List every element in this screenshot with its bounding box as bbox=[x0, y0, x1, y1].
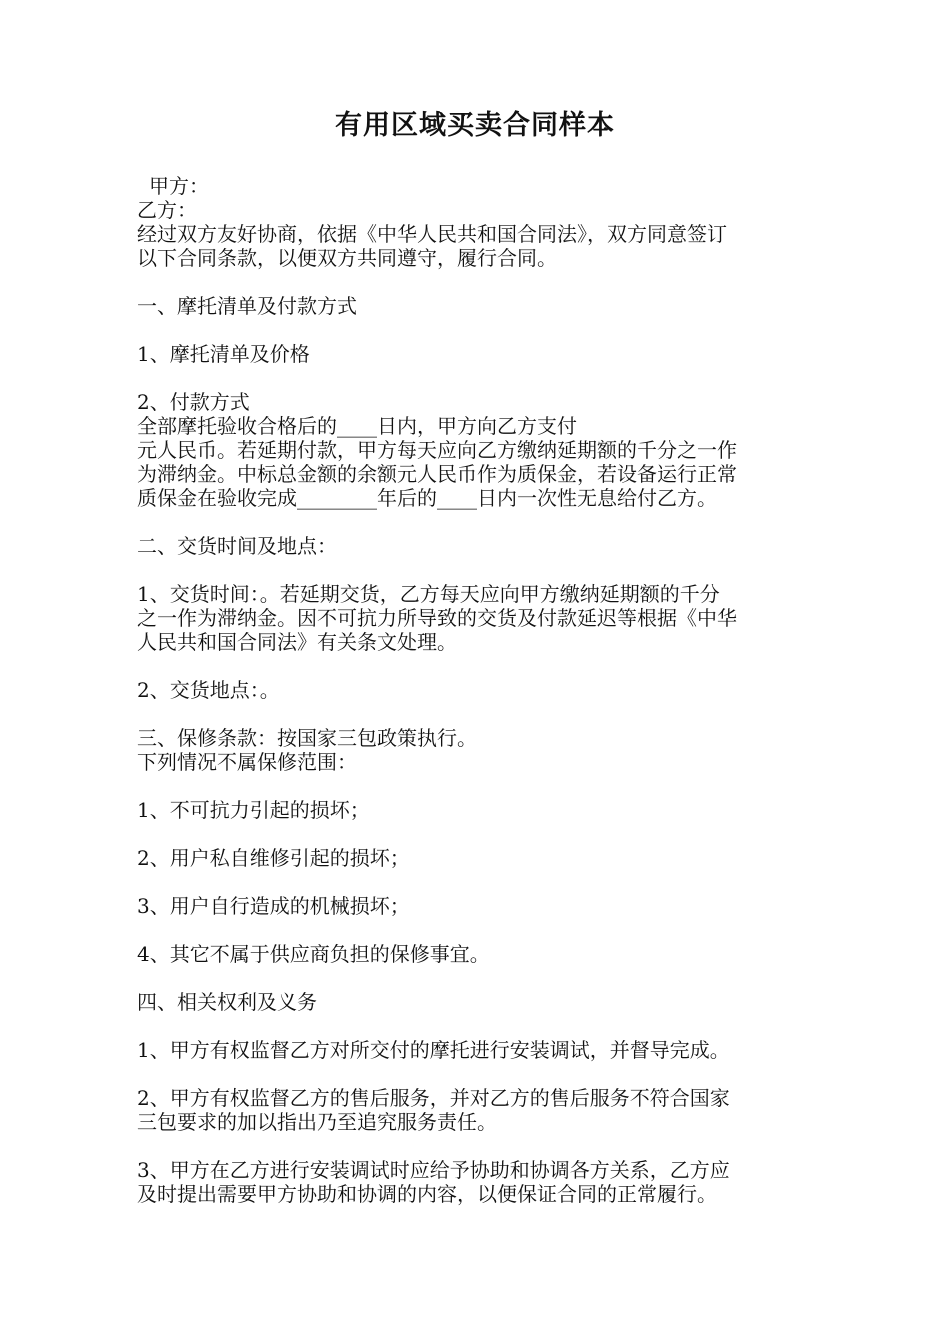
right-item-line: 及时提出需要甲方协助和协调的内容，以便保证合同的正常履行。 bbox=[137, 1182, 717, 1206]
right-item-line: 3、甲方在乙方进行安装调试时应给予协助和协调各方关系，乙方应 bbox=[137, 1158, 730, 1182]
delivery-place: 2、交货地点：。 bbox=[137, 678, 280, 702]
right-item: 1、甲方有权监督乙方对所交付的摩托进行安装调试，并督导完成。 bbox=[137, 1038, 730, 1062]
section-subheading: 下列情况不属保修范围： bbox=[137, 750, 357, 774]
intro-line: 以下合同条款，以便双方共同遵守，履行合同。 bbox=[137, 246, 557, 270]
party-b-label: 乙方： bbox=[137, 198, 197, 222]
party-a-label: 甲方： bbox=[149, 174, 209, 198]
exclusion-item: 4、其它不属于供应商负担的保修事宜。 bbox=[137, 942, 490, 966]
document-title: 有用区域买卖合同样本 bbox=[335, 110, 615, 141]
section-heading: 一、摩托清单及付款方式 bbox=[137, 294, 357, 318]
section-heading: 三、保修条款：按国家三包政策执行。 bbox=[137, 726, 477, 750]
delivery-time-line: 之一作为滞纳金。因不可抗力所导致的交货及付款延迟等根据《中华 bbox=[137, 606, 737, 630]
section-heading: 四、相关权利及义务 bbox=[137, 990, 317, 1014]
intro-line: 经过双方友好协商，依据《中华人民共和国合同法》，双方同意签订 bbox=[137, 222, 727, 246]
delivery-time-line: 1、交货时间：。若延期交货，乙方每天应向甲方缴纳延期额的千分 bbox=[137, 582, 720, 606]
right-item-line: 2、甲方有权监督乙方的售后服务，并对乙方的售后服务不符合国家 bbox=[137, 1086, 730, 1110]
delivery-time-line: 人民共和国合同法》有关条文处理。 bbox=[137, 630, 457, 654]
section-heading: 二、交货时间及地点： bbox=[137, 534, 337, 558]
payment-line: 为滞纳金。中标总金额的余额元人民币作为质保金，若设备运行正常 bbox=[137, 462, 737, 486]
payment-line: 元人民币。若延期付款，甲方每天应向乙方缴纳延期额的千分之一作 bbox=[137, 438, 737, 462]
section-item: 2、付款方式 bbox=[137, 390, 250, 414]
payment-line: 全部摩托验收合格后的____日内，甲方向乙方支付 bbox=[137, 414, 577, 438]
right-item-line: 三包要求的加以指出乃至追究服务责任。 bbox=[137, 1110, 497, 1134]
exclusion-item: 2、用户私自维修引起的损坏； bbox=[137, 846, 410, 870]
section-item: 1、摩托清单及价格 bbox=[137, 342, 310, 366]
exclusion-item: 3、用户自行造成的机械损坏； bbox=[137, 894, 410, 918]
exclusion-item: 1、不可抗力引起的损坏； bbox=[137, 798, 370, 822]
contract-body bbox=[137, 174, 827, 1206]
payment-line: 质保金在验收完成________年后的____日内一次性无息给付乙方。 bbox=[137, 486, 717, 510]
